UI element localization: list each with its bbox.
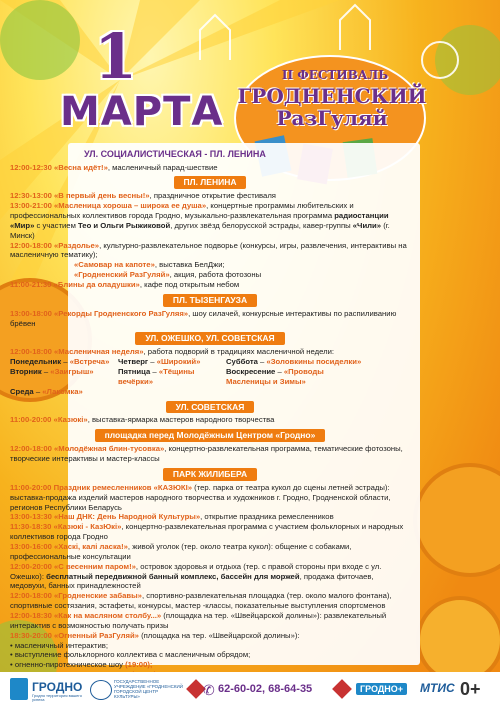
event-item: 18:30-20:00 «Огненный РазГуляй» (площадка на тер. «Швейцарской долины»): [10, 630, 300, 640]
event-item: 11:00-20:00 Праздник ремесленников «КАЗЮКІ» (тер. парка от театра кукол до сцены летней эстрады): выставка-продажа изделий мастеров народного творчества и художников г. Гродно, Гродненской области, регионов Республики Беларусь [10, 482, 391, 512]
event-item: 11:00-21:30 «Блины да оладушки», кафе под открытым небом [10, 279, 240, 289]
weekday-grid [10, 357, 410, 396]
event-item: 12:00-18:00 «Раздолье», культурно-развлекательное подворье (конкурсы, игры, развлечения, интерактивы на масленичную тематику); [10, 240, 407, 260]
event-item: 12:00-18:00 «Масленичная неделя», работа подворий в традициях масленичной недели: [10, 347, 335, 357]
event-item: 11:30-18:30 «Казюкі - КазЮкі», концертно-развлекательная программа с участием фольклорных и народных коллективов города Гродно [10, 522, 404, 542]
section-title: площадка перед Молодёжным Центром «Гродно» [95, 429, 326, 442]
event-item: 12:00-18:00 «Молодёжная блин-тусовка», концертно-развлекательная программа, тематические фотозоны, творческие интерактивы и мастер-классы [10, 444, 403, 464]
festival-title-line1: ГРОДНЕНСКИЙ [237, 84, 427, 108]
event-item: «Самовар на капоте», выставка БелДжи; [74, 260, 225, 270]
culture-center-name: ГОСУДАРСТВЕННОЕ УЧРЕЖДЕНИЕ «ГРОДНЕНСКИЙ ГОРОДСКОЙ ЦЕНТР КУЛЬТУРЫ» [114, 679, 183, 699]
date-day: 1 [94, 20, 138, 93]
event-item: 12:00-18:30 «Как на масляном столбу...» (площадка на тер. «Швейцарской долины»): развлекательный интерактив с возможностью получать призы [10, 610, 387, 630]
weekday-item: Четверг – «Широкий» [118, 357, 201, 367]
weekday-item: Среда – «Лакомка» [10, 386, 83, 396]
date-month: МАРТА [60, 89, 224, 135]
section-title: УЛ. ОЖЕШКО, УЛ. СОВЕТСКАЯ [135, 332, 284, 345]
event-item: 12:00-20:00 «С весенним паром!», островок здоровья и отдыха (тер. с правой стороны при входе с ул. Ожешко): бесплатный передвижной банный комплекс, бассейн для моржей, продажа фиточаев, медовухи, банных принадлежностей [10, 561, 382, 591]
weekday-item: Воскресение – «Проводы Масленицы и Зимы» [226, 367, 324, 386]
section-title: УЛ. СОВЕТСКАЯ [166, 401, 255, 414]
event-item: «Гродненский РазГуляй», акция, работа фотозоны [74, 270, 262, 280]
program-schedule [10, 145, 410, 680]
grodno-logo-text: ГРОДНО [32, 680, 83, 694]
leaves-top-right [435, 25, 500, 95]
weekday-item: Понедельник – «Встреча» [10, 357, 110, 367]
festival-title-line2: РазГуляй [276, 106, 388, 130]
section-title: ПЛ. ТЫЗЕНГАУЗА [163, 294, 257, 307]
event-item: 12:00-12:30 «Весна идёт!», масленичный парад-шествие [10, 162, 218, 172]
phone-numbers: 62-60-02, 68-64-35 [218, 683, 313, 695]
weekday-item: Вторник – «Заигрыш» [10, 367, 94, 377]
grodno-logo-subtitle: Гродно территория вашего успеха [32, 693, 82, 702]
event-item: 13:00-21:00 «Масленица хороша – широка ее душа», концертные программы любительских и профессиональных коллективов города Гродно, музыкально-развлекательная программа радиостанции «Мир» с участием Тео и Ольги Рыжиковой, других звёзд белорусской эстрады, кавер-группы «Чили» (г. Минск) [10, 201, 390, 240]
mtis-logo: MTИС [420, 681, 455, 695]
event-item: 11:00-20:00 «Казюкі», выставка-ярмарка мастеров народного творчества [10, 415, 275, 425]
pancake-bottom-right [418, 598, 500, 682]
section-title: УЛ. СОЦИАЛИСТИЧЕСКАЯ - ПЛ. ЛЕНИНА [84, 149, 266, 159]
bullet-item: • выступление фольклорного коллектива с масленичным обрядом; [10, 650, 251, 660]
event-item: 13:00-16:00 «Хаскі, калі ласка!», живой уголок (тер. около театра кукол): общение с собаками, профессиональные консультации [10, 541, 352, 561]
section-title: ПАРК ЖИЛИБЕРА [163, 468, 257, 481]
event-item: 13:00-13:30 «Наш ДНК: День Народной Культуры», открытие праздника ремесленников [10, 512, 334, 522]
grodno-logo-icon [10, 678, 28, 700]
bullet-item: • масленичный интерактив; [10, 640, 109, 650]
event-item: 12:30-13:00 «В первый день весны!», праздничное открытие фестиваля [10, 191, 276, 201]
culture-center-logo-icon [90, 680, 112, 700]
weekday-item: Пятница – «Тёщины вечёрки» [118, 367, 195, 386]
weekday-item: Суббота – «Золовкины посиделки» [226, 357, 362, 367]
leaves-top-left [0, 0, 80, 80]
pancake-right [415, 465, 500, 575]
festival-edition: II ФЕСТИВАЛЬ [281, 68, 389, 82]
event-item: 12:00-18:00 «Гродненские забавы», спортивно-развлекательная площадка (тер. около малого фонтана), спортивные состязания, эстафеты, конкурсы, мастер -классы, показательные выступления спортсменов [10, 591, 392, 611]
section-title: ПЛ. ЛЕНИНА [174, 176, 247, 189]
age-rating: 0+ [460, 679, 481, 699]
event-item: 13:00-18:00 «Рекорды Гродненского РазГуляя», шоу силачей, конкурсные интерактивы по распиливанию брёвен [10, 308, 397, 328]
phone-icon: ✆ [203, 682, 215, 698]
grodno-plus-logo: ГРОДНО+ [356, 683, 407, 695]
bullet-item: • огненно-пиротехническое шоу (19:00); [10, 660, 153, 670]
